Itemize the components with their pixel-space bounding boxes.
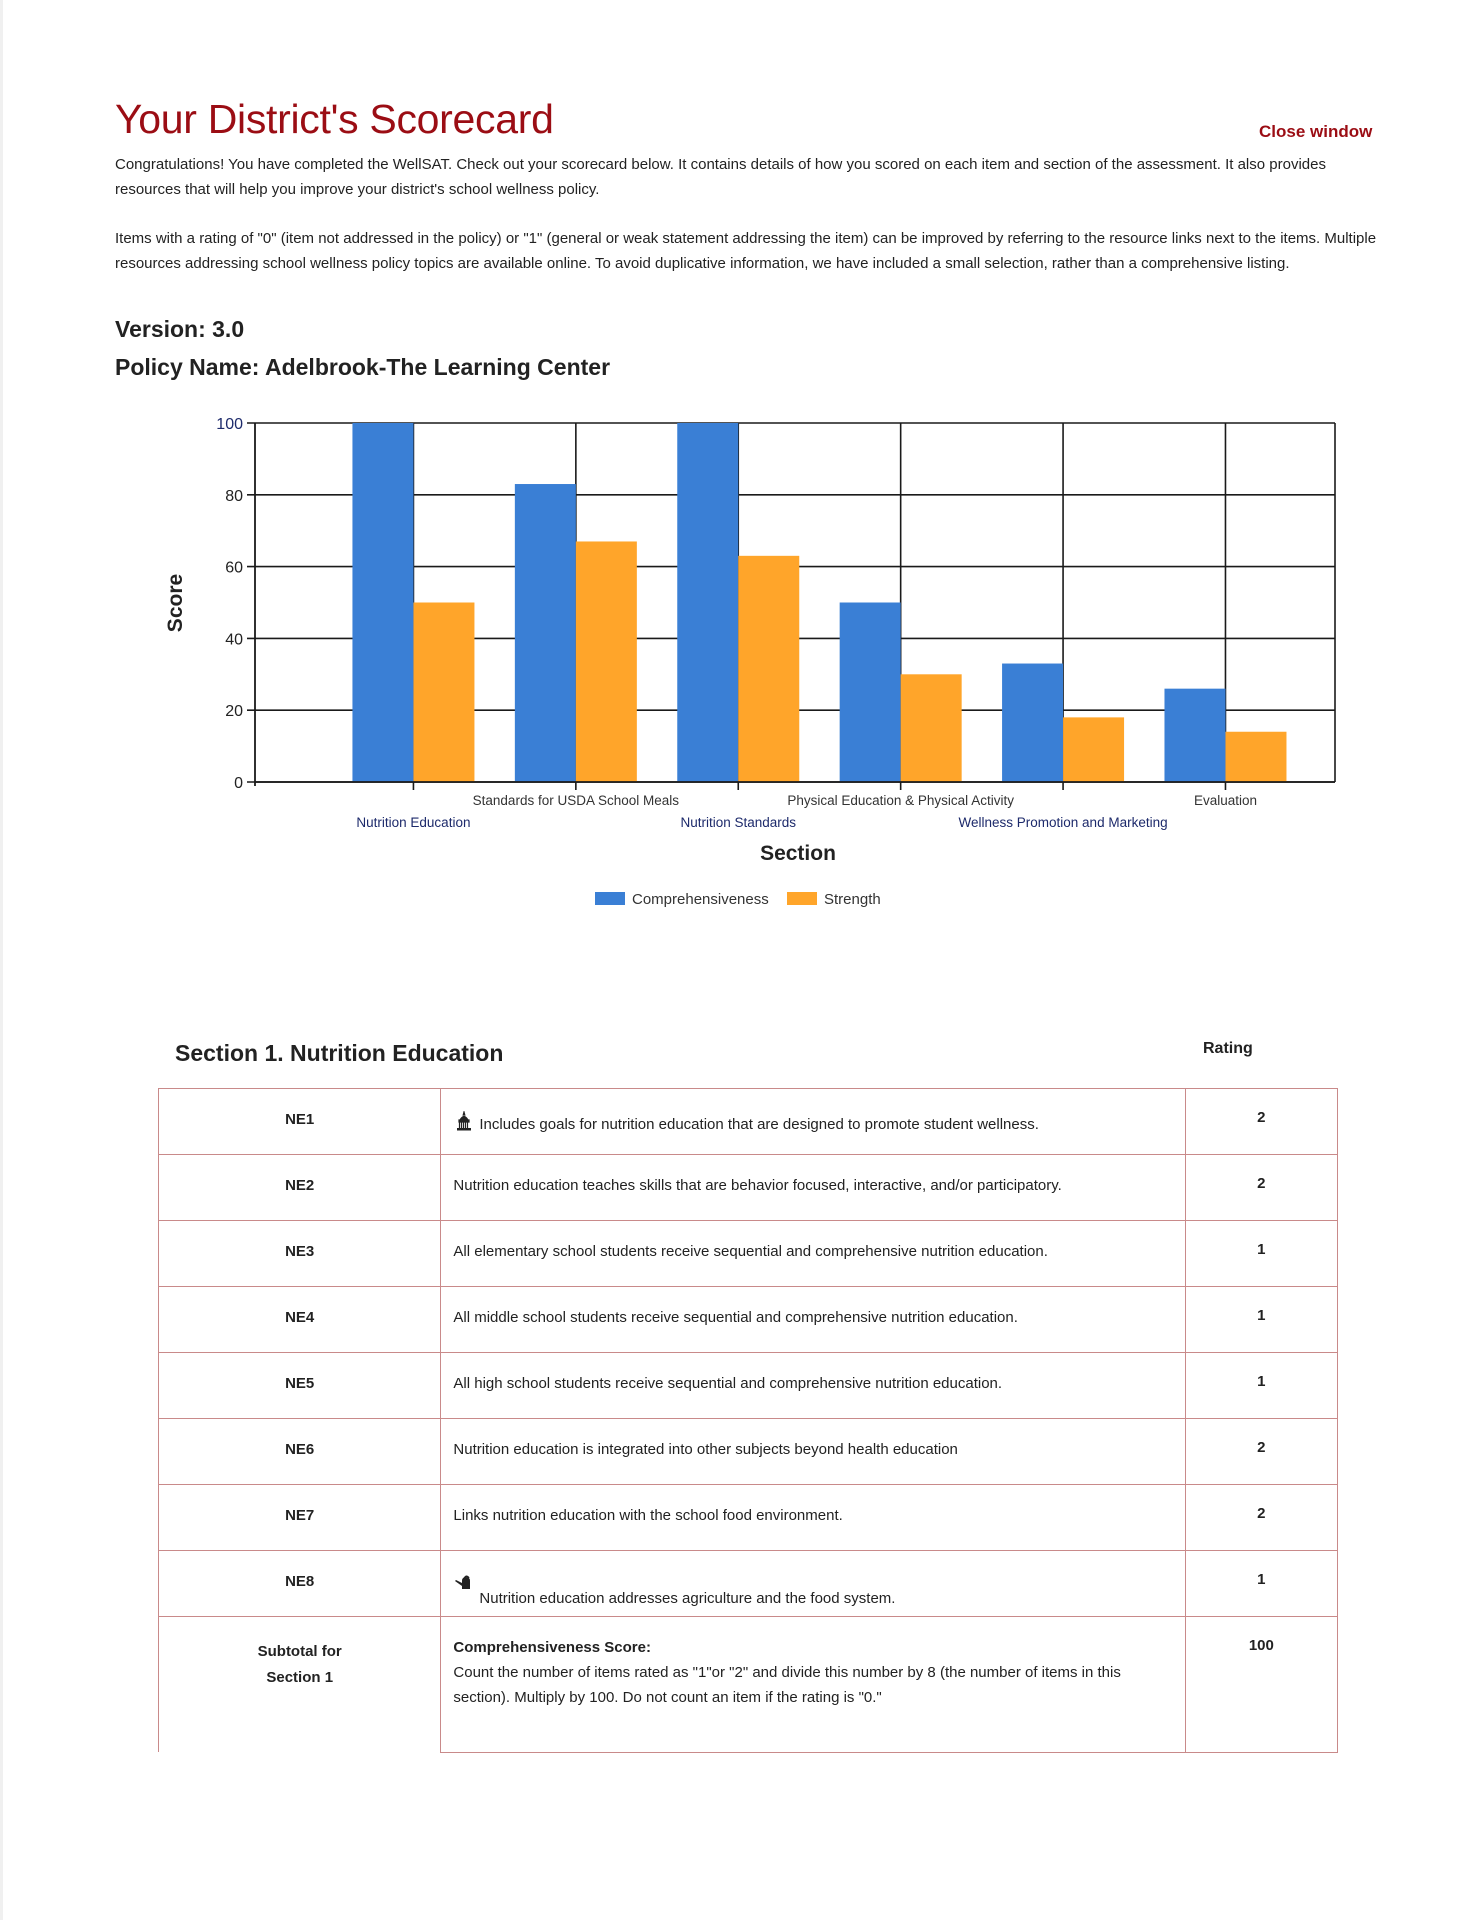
item-code: NE2 <box>159 1155 441 1221</box>
subtotal-label-line2: Section 1 <box>266 1669 334 1686</box>
y-tick-label: 100 <box>216 416 243 433</box>
bar-strength <box>576 541 637 782</box>
x-tick-label: Standards for USDA School Meals <box>472 793 680 808</box>
y-tick-label: 0 <box>234 775 243 792</box>
legend-label-comprehensiveness: Comprehensiveness <box>632 891 769 908</box>
subtotal-description <box>441 1617 1185 1753</box>
x-axis-title: Section <box>760 842 836 865</box>
item-rating: 1 <box>1185 1287 1337 1353</box>
bar-comprehensiveness <box>515 484 576 782</box>
bar-comprehensiveness <box>352 423 413 782</box>
legend-swatch-strength <box>787 892 817 905</box>
item-description <box>441 1287 1185 1353</box>
bar-strength <box>1225 732 1286 782</box>
item-rating: 2 <box>1185 1155 1337 1221</box>
bar-comprehensiveness <box>1164 689 1225 782</box>
item-code: NE5 <box>159 1353 441 1419</box>
table-row <box>159 1551 1338 1617</box>
item-text: Nutrition education addresses agriculture and the food system. <box>479 1590 896 1607</box>
y-tick-label: 80 <box>225 487 243 505</box>
page-title: Your District's Scorecard <box>115 96 554 142</box>
item-text: All high school students receive sequential and comprehensive nutrition education. <box>453 1375 1003 1392</box>
table-row <box>159 1419 1338 1485</box>
item-rating: 1 <box>1185 1551 1337 1617</box>
watering-can-icon[interactable] <box>453 1573 475 1595</box>
item-rating: 2 <box>1185 1419 1337 1485</box>
subtotal-row <box>159 1617 1338 1753</box>
bar-strength <box>738 556 799 782</box>
close-window-link[interactable]: Close window <box>1259 122 1373 141</box>
table-row <box>159 1485 1338 1551</box>
subtotal-label-line1: Subtotal for <box>257 1643 342 1660</box>
subtotal-label <box>159 1617 441 1753</box>
item-text: Includes goals for nutrition education that are designed to promote student wellness. <box>479 1116 1039 1133</box>
bar-comprehensiveness <box>677 423 738 782</box>
item-code: NE8 <box>159 1551 441 1617</box>
item-description <box>441 1551 1185 1617</box>
x-tick-label: Nutrition Education <box>356 815 471 830</box>
table-row <box>159 1353 1338 1419</box>
item-description <box>441 1221 1185 1287</box>
subtotal-instructions: Count the number of items rated as "1"or "2" and divide this number by 8 (the number of items in this section). Multiply by 100. Do not count an item if the rating is "0." <box>453 1664 1121 1706</box>
y-tick-label: 40 <box>225 631 243 649</box>
item-text: Links nutrition education with the school food environment. <box>453 1507 843 1524</box>
legend-label-strength: Strength <box>824 891 881 908</box>
rating-column-header: Rating <box>1203 1040 1253 1057</box>
y-tick-label: 60 <box>225 559 243 577</box>
subtotal-score: 100 <box>1185 1617 1337 1753</box>
y-tick-label: 20 <box>225 703 243 721</box>
table-row <box>159 1221 1338 1287</box>
table-row <box>159 1287 1338 1353</box>
score-chart <box>150 405 1350 925</box>
item-text: Nutrition education teaches skills that are behavior focused, interactive, and/or participatory. <box>453 1177 1062 1194</box>
legend-swatch-comprehensiveness <box>595 892 625 905</box>
intro-paragraph: Congratulations! You have completed the WellSAT. Check out your scorecard below. It contains details of how you scored on each item and section of the assessment. It also provides resources that will help you improve your district's school wellness policy. <box>115 156 1326 198</box>
bar-comprehensiveness <box>840 603 901 783</box>
x-tick-label: Wellness Promotion and Marketing <box>958 815 1168 830</box>
page-edge <box>0 0 3 1920</box>
section-title: Section 1. Nutrition Education <box>175 1040 504 1066</box>
item-code: NE3 <box>159 1221 441 1287</box>
bar-strength <box>1063 717 1124 782</box>
item-rating: 2 <box>1185 1485 1337 1551</box>
item-description <box>441 1485 1185 1551</box>
section-items-table <box>158 1088 1338 1753</box>
item-rating: 2 <box>1185 1089 1337 1155</box>
table-row <box>159 1155 1338 1221</box>
capitol-building-icon[interactable] <box>453 1111 475 1133</box>
item-description <box>441 1419 1185 1485</box>
item-text: Nutrition education is integrated into other subjects beyond health education <box>453 1441 958 1458</box>
item-description <box>441 1353 1185 1419</box>
policy-name-label: Policy Name: Adelbrook-The Learning Center <box>115 354 611 380</box>
item-code: NE6 <box>159 1419 441 1485</box>
item-description <box>441 1089 1185 1155</box>
intro-paragraph-resources: Items with a rating of "0" (item not addressed in the policy) or "1" (general or weak statement addressing the item) can be improved by referring to the resource links next to the items. Multiple resources addressing school wellness policy topics are available online. To avoid duplicative information, we have included a small selection, rather than a comprehensive listing. <box>115 230 1377 272</box>
item-text: All middle school students receive sequential and comprehensive nutrition education. <box>453 1309 1018 1326</box>
table-row <box>159 1089 1338 1155</box>
x-tick-label: Evaluation <box>1193 793 1257 808</box>
x-tick-label: Physical Education & Physical Activity <box>787 793 1014 808</box>
score-chart-svg <box>150 405 1350 925</box>
item-code: NE7 <box>159 1485 441 1551</box>
bar-comprehensiveness <box>1002 664 1063 782</box>
bar-strength <box>901 674 962 782</box>
item-code: NE4 <box>159 1287 441 1353</box>
version-label: Version: 3.0 <box>115 316 245 342</box>
y-axis-title: Score <box>164 573 187 633</box>
item-rating: 1 <box>1185 1221 1337 1287</box>
subtotal-heading: Comprehensiveness Score: <box>453 1639 651 1656</box>
x-tick-label: Nutrition Standards <box>680 815 797 830</box>
item-code: NE1 <box>159 1089 441 1155</box>
item-text: All elementary school students receive sequential and comprehensive nutrition education. <box>453 1243 1048 1260</box>
item-description <box>441 1155 1185 1221</box>
item-rating: 1 <box>1185 1353 1337 1419</box>
bar-strength <box>413 603 474 783</box>
